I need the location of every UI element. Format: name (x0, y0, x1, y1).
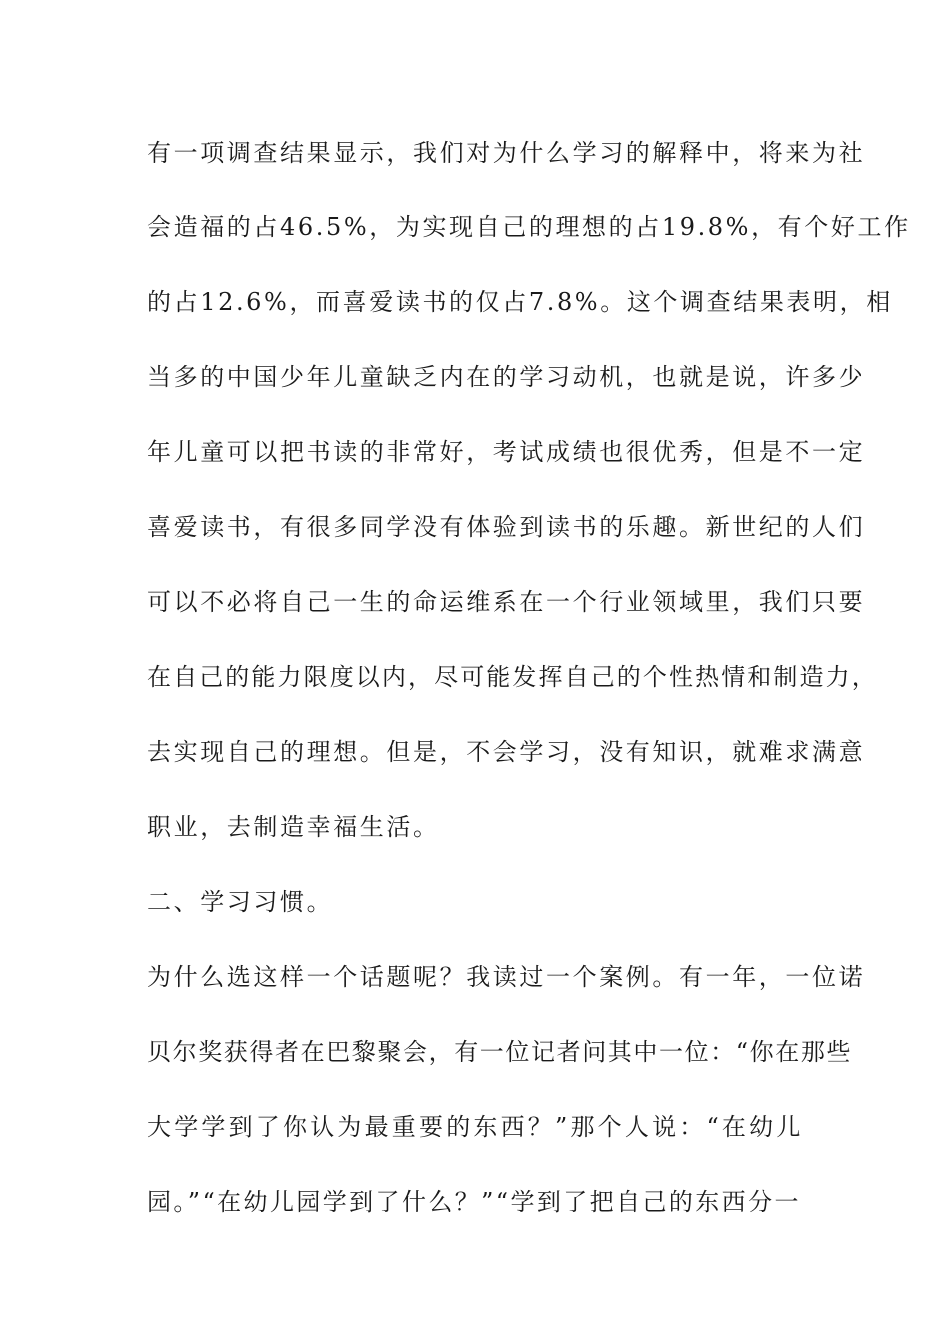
paragraph-line: 贝尔奖获得者在巴黎聚会，有一位记者问其中一位：“你在那些 (147, 1038, 853, 1066)
paragraph-line: 大学学到了你认为最重要的东西？”那个人说：“在幼儿 (147, 1113, 804, 1141)
paragraph-line: 会造福的占46.5%，为实现自己的理想的占19.8%，有个好工作 (147, 213, 911, 241)
paragraph-line: 职业，去制造幸福生活。 (147, 813, 440, 841)
paragraph-line: 当多的中国少年儿童缺乏内在的学习动机，也就是说，许多少 (147, 363, 866, 391)
paragraph-line: 在自己的能力限度以内，尽可能发挥自己的个性热情和制造力， (147, 663, 878, 691)
section-heading: 二、学习习惯。 (147, 888, 334, 916)
paragraph-line: 的占12.6%，而喜爱读书的仅占7.8%。这个调查结果表明，相 (147, 288, 893, 316)
paragraph-line: 为什么选这样一个话题呢？我读过一个案例。有一年，一位诺 (147, 963, 866, 991)
paragraph-line: 园。”“在幼儿园学到了什么？”“学到了把自己的东西分一 (147, 1188, 801, 1216)
paragraph-line: 喜爱读书，有很多同学没有体验到读书的乐趣。新世纪的人们 (147, 513, 866, 541)
paragraph-line: 去实现自己的理想。但是，不会学习，没有知识，就难求满意 (147, 738, 866, 766)
paragraph-line: 有一项调查结果显示，我们对为什么学习的解释中，将来为社 (147, 139, 866, 167)
paragraph-line: 可以不必将自己一生的命运维系在一个行业领域里，我们只要 (147, 588, 866, 616)
paragraph-line: 年儿童可以把书读的非常好，考试成绩也很优秀，但是不一定 (147, 438, 866, 466)
